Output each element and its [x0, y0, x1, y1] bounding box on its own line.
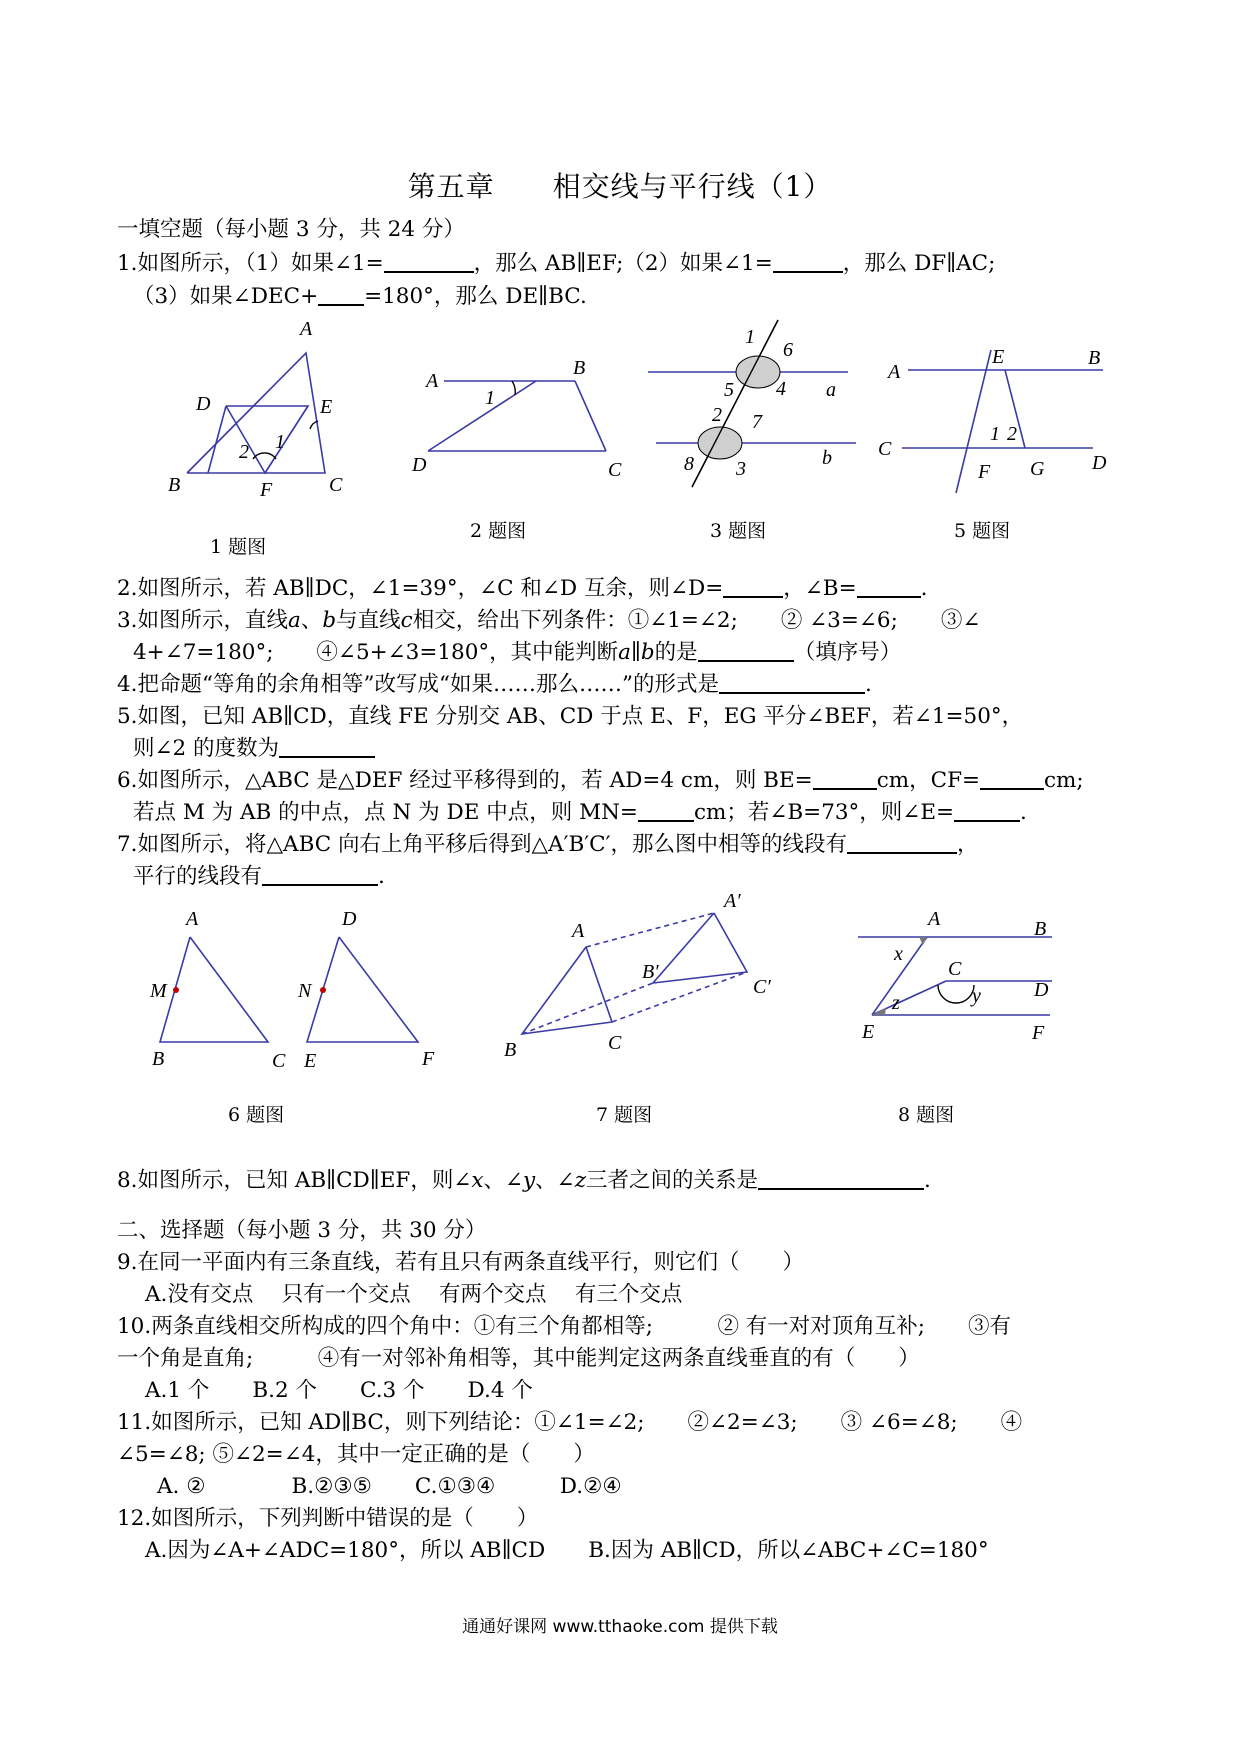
- figure-3-diagram: [640, 320, 870, 490]
- question-8: 8.如图所示，已知 AB∥CD∥EF，则∠x、∠y、∠z三者之间的关系是 .: [117, 1168, 931, 1193]
- fig7-label: A′: [724, 890, 741, 912]
- answer-blank[interactable]: [758, 1166, 924, 1190]
- question-11-options: A. ② B.②③⑤ C.①③④ D.②④: [157, 1474, 622, 1499]
- answer-blank[interactable]: [723, 574, 783, 598]
- fig1-label: D: [196, 393, 211, 415]
- fig3-label: b: [822, 447, 832, 469]
- fig3-label: 6: [783, 339, 793, 361]
- question-11-line2: ∠5=∠8; ⑤∠2=∠4，其中一定正确的是（ ）: [117, 1442, 595, 1467]
- figure-5-diagram: [878, 345, 1118, 495]
- fig5-label: B: [1088, 347, 1101, 369]
- fig8-label: A: [928, 908, 941, 930]
- fig7-label: B: [504, 1039, 517, 1061]
- fig7-label: C′: [753, 976, 771, 998]
- fig3-label: 7: [752, 411, 762, 433]
- fig8-label: C: [948, 958, 962, 980]
- fig3-label: 1: [745, 326, 755, 348]
- fig5-label: E: [992, 346, 1005, 368]
- fig1-label: 2: [239, 441, 249, 463]
- fig2-label: 1: [485, 387, 495, 409]
- fig6-label: N: [298, 980, 312, 1002]
- fig8-label: y: [972, 985, 981, 1007]
- fig2-label: D: [412, 454, 427, 476]
- fig8-label: F: [1032, 1022, 1045, 1044]
- section2-heading: 二、选择题（每小题 3 分，共 30 分）: [117, 1218, 487, 1243]
- question-9-options: A.没有交点 只有一个交点 有两个交点 有三个交点: [145, 1282, 683, 1307]
- caption-fig5: 5 题图: [954, 520, 1011, 542]
- question-1-line2: （3）如果∠DEC+ =180°，那么 DE∥BC.: [133, 284, 587, 309]
- fig1-label: C: [329, 474, 343, 496]
- fig7-label: C: [608, 1032, 622, 1054]
- question-5-line1: 5.如图，已知 AB∥CD，直线 FE 分别交 AB、CD 于点 E、F，EG 平分∠BEF，若∠1=50°，: [117, 704, 1024, 729]
- answer-blank[interactable]: [638, 798, 694, 822]
- fig1-label: A: [300, 318, 313, 340]
- page-title: 第五章 相交线与平行线（1）: [407, 170, 833, 203]
- fig5-label: C: [878, 438, 892, 460]
- fig3-label: 8: [684, 453, 694, 475]
- fig7-label: B′: [642, 961, 659, 983]
- fig5-label: A: [888, 361, 901, 383]
- fig2-label: A: [426, 370, 439, 392]
- fig1-label: B: [168, 474, 181, 496]
- fig3-label: 2: [712, 404, 722, 426]
- answer-blank[interactable]: [279, 734, 375, 758]
- question-4: 4.把命题“等角的余角相等”改写成“如果……那么……”的形式是 .: [117, 672, 872, 697]
- fig1-label: F: [260, 479, 273, 501]
- question-12-options: A.因为∠A+∠ADC=180°，所以 AB∥CD B.因为 AB∥CD，所以∠ABC+∠C=180°: [145, 1538, 989, 1563]
- fig5-label: D: [1092, 452, 1107, 474]
- fig6-label: E: [304, 1050, 317, 1072]
- fig5-label: G: [1030, 458, 1045, 480]
- page-footer: 通通好课网 www.tthaoke.com 提供下载: [462, 1617, 778, 1637]
- question-7-line1: 7.如图所示，将△ABC 向右上角平移后得到△A′B′C′，那么图中相等的线段有 ，: [117, 832, 979, 857]
- fig7-label: A: [572, 920, 585, 942]
- answer-blank[interactable]: [318, 282, 364, 306]
- fig6-label: D: [342, 908, 357, 930]
- fig5-label: F: [978, 461, 991, 483]
- fig6-label: F: [422, 1048, 435, 1070]
- fig3-label: 5: [724, 379, 734, 401]
- fig6-label: C: [272, 1050, 286, 1072]
- question-2: 2.如图所示，若 AB∥DC，∠1=39°，∠C 和∠D 互余，则∠D= ，∠B= .: [117, 576, 928, 601]
- fig3-label: 4: [776, 378, 786, 400]
- answer-blank[interactable]: [262, 862, 378, 886]
- question-6-line1: 6.如图所示，△ABC 是△DEF 经过平移得到的，若 AD=4 cm，则 BE= cm，CF= cm;: [117, 768, 1084, 793]
- fig2-label: B: [573, 357, 586, 379]
- question-11-line1: 11.如图所示，已知 AD∥BC，则下列结论：①∠1=∠2; ②∠2=∠3; ③ ∠6=∠8; ④: [117, 1410, 1023, 1435]
- caption-fig1: 1 题图: [210, 536, 267, 558]
- fig6-label: A: [186, 908, 199, 930]
- caption-fig8: 8 题图: [898, 1104, 955, 1126]
- question-3-line1: 3.如图所示，直线a、b与直线c相交，给出下列条件：①∠1=∠2; ② ∠3=∠6; ③∠: [117, 608, 981, 633]
- question-7-line2: 平行的线段有 .: [133, 864, 385, 889]
- answer-blank[interactable]: [813, 766, 877, 790]
- figure-1-diagram: [160, 318, 360, 505]
- fig8-label: D: [1034, 979, 1049, 1001]
- figure-8-diagram: [852, 905, 1092, 1055]
- answer-blank[interactable]: [773, 249, 843, 273]
- fig5-label: 2: [1007, 423, 1017, 445]
- question-10-line1: 10.两条直线相交所构成的四个角中：①有三个角都相等; ② 有一对对顶角互补; ③有: [117, 1314, 1012, 1339]
- fig8-label: B: [1034, 918, 1047, 940]
- fig1-label: 1: [275, 431, 285, 453]
- figure-7-diagram: [500, 890, 790, 1065]
- answer-blank[interactable]: [698, 638, 794, 662]
- answer-blank[interactable]: [847, 830, 957, 854]
- question-10-options: A.1 个 B.2 个 C.3 个 D.4 个: [145, 1378, 533, 1403]
- fig8-label: E: [862, 1021, 875, 1043]
- answer-blank[interactable]: [980, 766, 1044, 790]
- fig6-label: M: [150, 980, 167, 1002]
- fig8-label: x: [894, 943, 903, 965]
- fig8-label: z: [892, 992, 900, 1014]
- fig3-label: 3: [736, 458, 746, 480]
- figure-2-diagram: [410, 355, 640, 485]
- fig6-label: B: [152, 1048, 165, 1070]
- fig2-label: C: [608, 459, 622, 481]
- section1-heading: 一填空题（每小题 3 分，共 24 分）: [117, 217, 465, 242]
- question-3-line2: 4+∠7=180°; ④∠5+∠3=180°，其中能判断a∥b的是 （填序号）: [133, 640, 902, 665]
- fig3-label: a: [826, 379, 836, 401]
- question-9: 9.在同一平面内有三条直线，若有且只有两条直线平行，则它们（ ）: [117, 1250, 805, 1275]
- answer-blank[interactable]: [954, 798, 1020, 822]
- caption-fig2: 2 题图: [470, 520, 527, 542]
- caption-fig6: 6 题图: [228, 1104, 285, 1126]
- question-1-line1: 1.如图所示，（1）如果∠1= ，那么 AB∥EF;（2）如果∠1= ，那么 DF∥AC;: [117, 251, 996, 276]
- answer-blank[interactable]: [719, 670, 865, 694]
- fig1-label: E: [320, 396, 333, 418]
- caption-fig7: 7 题图: [596, 1104, 653, 1126]
- question-10-line2: 一个角是直角; ④有一对邻补角相等，其中能判定这两条直线垂直的有（ ）: [117, 1346, 920, 1371]
- fig5-label: 1: [990, 423, 1000, 445]
- question-12: 12.如图所示，下列判断中错误的是（ ）: [117, 1506, 539, 1531]
- answer-blank[interactable]: [857, 574, 921, 598]
- caption-fig3: 3 题图: [710, 520, 767, 542]
- answer-blank[interactable]: [384, 249, 474, 273]
- figure-6-diagram: [140, 905, 470, 1075]
- question-6-line2: 若点 M 为 AB 的中点，点 N 为 DE 中点，则 MN= cm；若∠B=73°，则∠E= .: [133, 800, 1027, 825]
- question-5-line2: 则∠2 的度数为: [133, 734, 375, 764]
